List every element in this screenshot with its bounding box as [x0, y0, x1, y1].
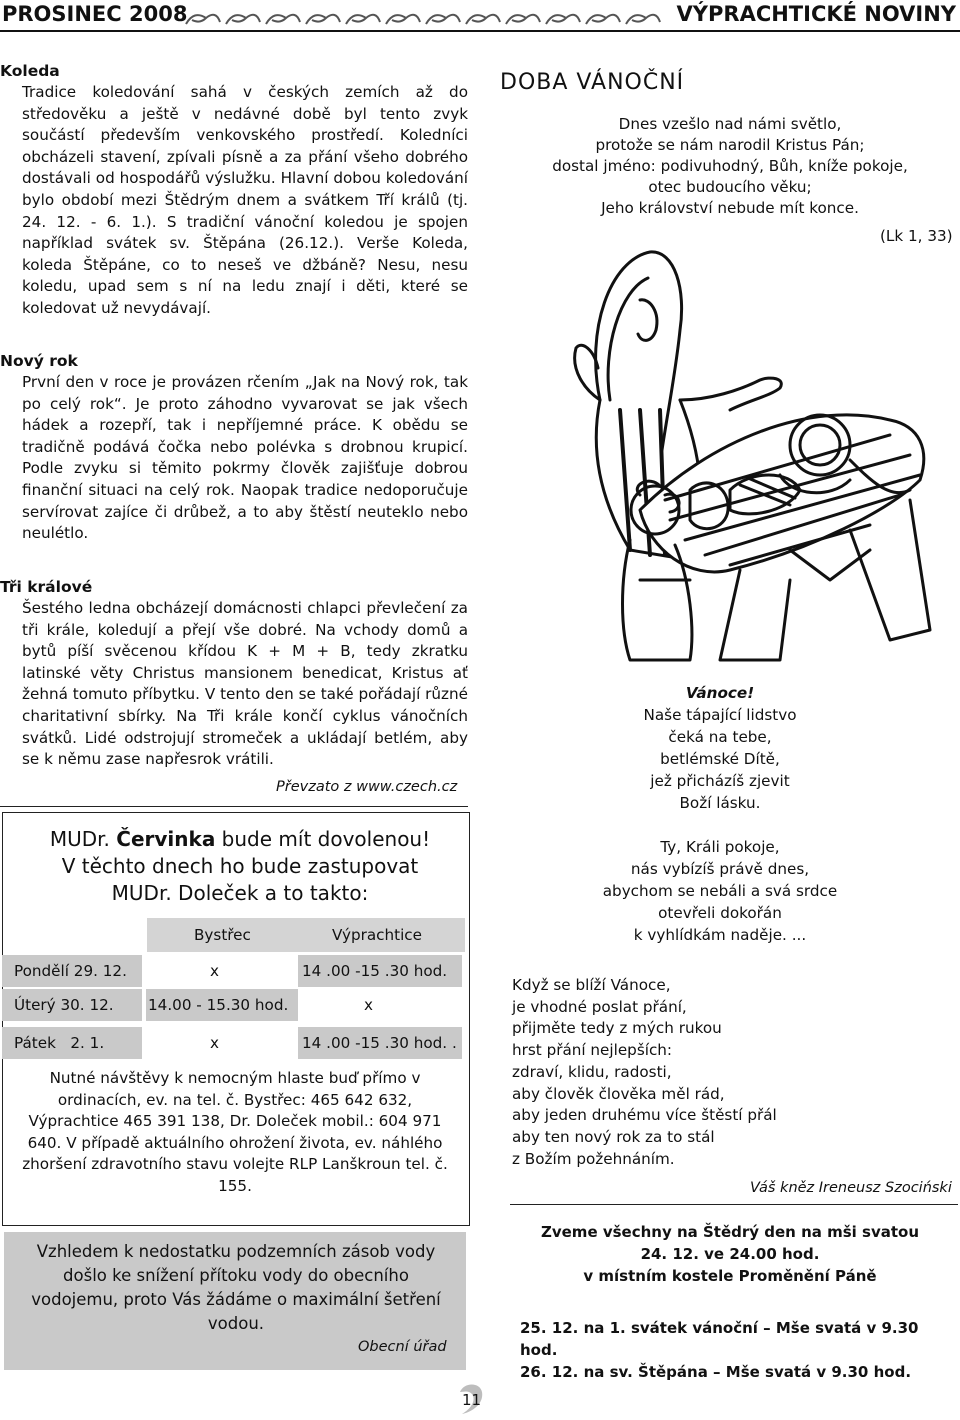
poem-line: Ty, Králi pokoje, — [660, 838, 780, 856]
left-divider — [0, 806, 468, 807]
greeting-line: z Božím požehnáním. — [512, 1149, 675, 1168]
header-title: VÝPRACHTICKÉ NOVINY — [676, 2, 956, 26]
greeting-line: aby jeden druhému více štěstí přál — [512, 1106, 777, 1125]
mass-item: 25. 12. na 1. svátek vánoční – Mše svatá v 9.30 hod. — [520, 1319, 919, 1359]
koleda-text: Tradice koledování sahá v českých zemích až do středověku a ještě v nedávné době byl tento zvyk součástí především venkovského prostředí. Koledníci obcházeli stavení, zpívali písně a za přání všeho dobrého dostávali od hospodářů výslužku. Hlavní dobou koledování bylo období mezi Štědrým dnem a svátkem Tří králů (tj. 24. 12. - 6. 1.). S tradiční vánoční koledou je spojen například svátek sv. Štěpána (26.12.). Verše Koleda, koleda Štěpáne, co to neseš ve džbáně? Nesu, nesu koledu, upad sem s ní na ledu znají i děti, které se koledovat už nevydávají. — [22, 83, 468, 317]
poem-line: betlémské Dítě, — [660, 750, 780, 768]
page-number: 11 — [462, 1391, 482, 1409]
mass-item: 26. 12. na sv. Štěpána – Mše svatá v 9.30 hod. — [520, 1363, 912, 1381]
greeting-line: přijměte tedy z mých rukou — [512, 1019, 722, 1038]
verse-reference: (Lk 1, 33) — [880, 227, 953, 245]
poem-line: jež přicházíš zjevit — [650, 772, 790, 790]
greeting-poem — [512, 975, 842, 1170]
doba-vanocni-title: DOBA VÁNOČNÍ — [500, 70, 685, 95]
header-date: PROSINEC 2008 — [2, 2, 188, 26]
schedule-bystrec: x — [210, 962, 219, 980]
tri-kralove-text: Šestého ledna obcházejí domácnosti chlapci převlečení za tři krále, koledují a přejí vše dobré. Na vchody domů a bytů píší svěcenou křídou K + M + B, tedy zkratku latinské věty Christus mansionem benedicat, Kristus ať žehná tomuto příbytku. V tento den se také pořádají různé charitativní sbírky. Na Tři krále končí cyklus vánočních svátků. Lidé odstrojují stromeček a ukládají betlém, aby se k němu zase napřesrok vrátili. — [22, 599, 468, 769]
doba-vanocni-verse — [520, 114, 940, 219]
mass-schedule — [520, 1317, 960, 1383]
poem-line: čeká na tebe, — [668, 728, 772, 746]
invite-line: 24. 12. ve 24.00 hod. — [640, 1245, 820, 1263]
novy-rok-text: První den v roce je provázen rčením „Jak na Nový rok, tak po celý rok“. Je proto záhodno vyvarovat se jak všech hádek a rozepří, tak i nepříjemné práce. K obědu se tradičně podává čočka nebo polévka s drobnou krupicí. Podle zvyku si těmito pokrmy člověk zajišťuje dobrou finanční situaci na celý rok. Naopak tradice nedoporučuje servírovat zajíce či drůbež, a to aby štěstí neuteklo nebo neulétlo. — [22, 373, 468, 543]
nativity-illustration — [490, 250, 960, 670]
schedule-vyprachtice: x — [364, 996, 373, 1014]
poem-line: k vyhlídkám naděje. ... — [633, 926, 807, 944]
header-ornament — [180, 8, 672, 30]
doctor-line1-suffix: bude mít dovolenou! — [215, 827, 431, 851]
schedule-col-bystrec: Bystřec — [194, 926, 251, 944]
schedule-bystrec: 14.00 - 15.30 hod. — [148, 996, 289, 1014]
article-koleda — [0, 60, 468, 320]
poem-line: Boží lásku. — [679, 794, 761, 812]
poem-line: otevřeli dokořán — [658, 904, 782, 922]
invite-line: Zveme všechny na Štědrý den na mši svatou — [540, 1223, 920, 1241]
verse-line: Dnes vzešlo nad námi světlo, — [618, 115, 842, 133]
doctor-line3: MUDr. Doleček a to takto: — [111, 881, 369, 905]
schedule-bystrec: x — [210, 1034, 219, 1052]
poem-line: Naše tápající lidstvo — [643, 706, 797, 724]
mass-invitation — [520, 1221, 940, 1287]
right-divider — [510, 1204, 958, 1205]
water-notice-signature: Obecní úřad — [358, 1339, 447, 1355]
schedule-header-row — [2, 918, 468, 952]
schedule-day: Pátek 2. 1. — [14, 1034, 105, 1052]
verse-line: dostal jméno: podivuhodný, Bůh, kníže pokoje, — [552, 157, 908, 175]
verse-line: otec budoucího věku; — [648, 178, 812, 196]
schedule-row — [2, 988, 468, 1022]
vanoce-poem-title: Vánoce! — [685, 684, 755, 702]
poem-spacer — [600, 814, 840, 836]
schedule-col-vyprachtice: Výprachtice — [332, 926, 423, 944]
koleda-title: Koleda — [0, 62, 60, 80]
greeting-signature: Váš kněz Ireneusz Szociński — [750, 1180, 952, 1196]
greeting-line: aby člověk člověka měl rád, — [512, 1084, 725, 1103]
doctor-notice-heading — [0, 826, 480, 907]
doctor-line2: V těchto dnech ho bude zastupovat — [61, 854, 419, 878]
greeting-line: hrst přání nejlepších: — [512, 1041, 673, 1060]
water-notice-text: Vzhledem k nedostatku podzemních zásob vody došlo ke snížení přítoku vody do obecního vodojemu, proto Vás žádáme o maximální šetření vodou. — [31, 1242, 441, 1333]
greeting-line: je vhodné poslat přání, — [512, 997, 687, 1016]
verse-line: protože se nám narodil Kristus Pán; — [595, 136, 865, 154]
schedule-row — [2, 1026, 468, 1060]
greeting-line: aby ten nový rok za to stál — [512, 1127, 715, 1146]
header-divider — [0, 30, 960, 32]
schedule-vyprachtice: 14 .00 -15 .30 hod. — [302, 962, 448, 980]
greeting-line: zdraví, klidu, radosti, — [512, 1062, 672, 1081]
article-tri-kralove — [0, 576, 468, 771]
schedule-vyprachtice: 14 .00 -15 .30 hod. . — [302, 1034, 457, 1052]
doctor-note: Nutné návštěvy k nemocným hlaste buď přímo v ordinacích, ev. na tel. č. Bystřec: 465 642 632, Výprachtice 465 391 138, Dr. Doleček mobil.: 604 971 640. V případě aktuálního ohrožení života, ev. náhlého zhoršení zdravotního stavu volejte RLP Lanškroun tel. č. 155. — [22, 1069, 448, 1195]
verse-line: Jeho království nebude mít konce. — [601, 199, 859, 217]
doctor-name: Červinka — [116, 827, 216, 851]
doctor-line1-prefix: MUDr. — [49, 827, 117, 851]
greeting-line: Když se blíží Vánoce, — [512, 976, 671, 994]
poem-line: abychom se nebáli a svá srdce — [602, 882, 838, 900]
poem-line: nás vybízíš právě dnes, — [630, 860, 810, 878]
novy-rok-title: Nový rok — [0, 352, 78, 370]
invite-line: v místním kostele Proměnění Páně — [583, 1267, 877, 1285]
page-header — [0, 0, 960, 30]
tri-kralove-title: Tři králové — [0, 578, 93, 596]
schedule-day: Úterý 30. 12. — [14, 996, 114, 1014]
article-novy-rok — [0, 350, 468, 545]
schedule-row — [2, 954, 468, 988]
schedule-day: Pondělí 29. 12. — [14, 962, 127, 980]
article-source: Převzato z www.czech.cz — [276, 779, 458, 795]
vanoce-poem — [600, 682, 840, 946]
